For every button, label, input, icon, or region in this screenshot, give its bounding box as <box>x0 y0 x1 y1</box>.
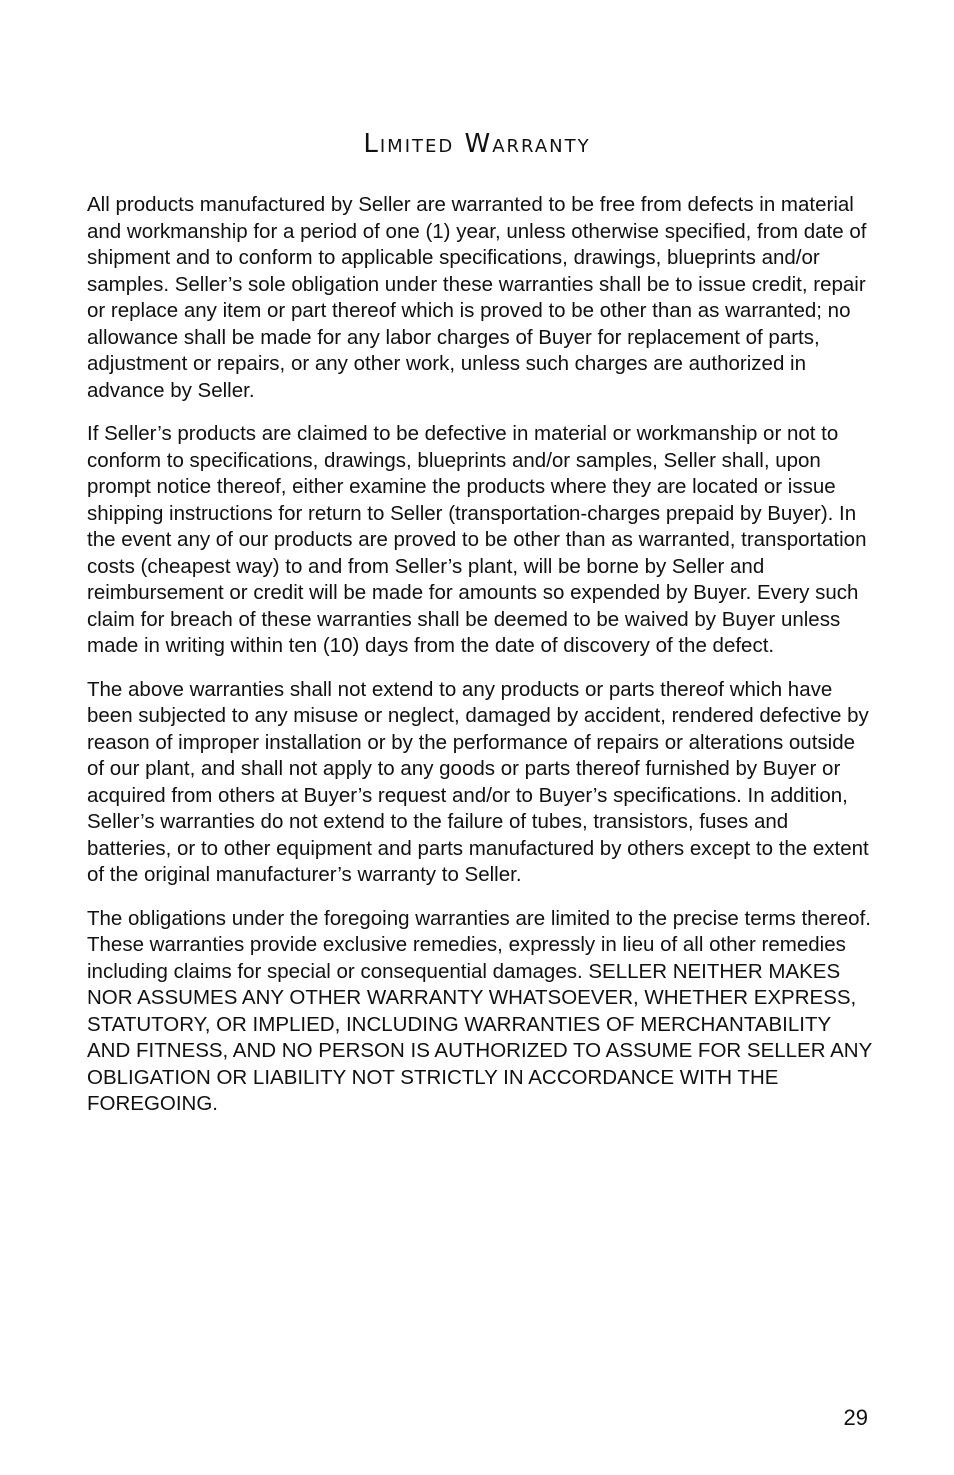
paragraph-3: The above warranties shall not extend to any products or parts thereof which have been subjected to any misuse or neglect, damaged by accident, rendered defective by reason of improper installation or by the performance of repairs or alterations outside of our plant, and shall not apply to any goods or parts thereof furnished by Buyer or acquired from others at Buyer’s request and/or to Buyer’s specifications. In addition, Seller’s warranties do not extend to the failure of tubes, transistors, fuses and batteries, or to other equipment and parts manufactured by others except to the extent of the original manufacturer’s warranty to Seller. <box>87 677 869 886</box>
paragraph-1: All products manufactured by Seller are warranted to be free from defects in material and workmanship for a period of one (1) year, unless otherwise specified, from date of shipment and to conform to applicable specifications, drawings, blueprints and/or samples. Seller’s sole obligation under these warranties shall be to issue credit, repair or replace any item or part thereof which is proved to be other than as warranted; no allowance shall be made for any labor charges of Buyer for replacement of parts, adjustment or repairs, or any other work, unless such charges are authorized in advance by Seller. <box>87 193 867 402</box>
paragraph-2: If Seller’s products are claimed to be defective in material or workmanship or not to conform to specifications, drawings, blueprints and/or samples, Seller shall, upon prompt notice thereof, either examine the products where they are located or issue shipping instructions for return to Seller (transportation-charges prepaid by Buyer). In the event any of our products are proved to be other than as warranted, transportation costs (cheapest way) to and from Seller’s plant, will be borne by Seller and reimbursement or credit will be made for amounts so expended by Buyer. Every such claim for breach of these warranties shall be deemed to be waived by Buyer unless made in writing within ten (10) days from the date of discovery of the defect. <box>87 422 867 657</box>
page-number: 29 <box>843 1405 868 1430</box>
warranty-body <box>87 192 877 1135</box>
paragraph-4: The obligations under the foregoing warranties are limited to the precise terms thereof. These warranties provide exclusive remedies, expressly in lieu of all other remedies including claims for special or consequential damages. SELLER NEITHER MAKES NOR ASSUMES ANY OTHER WARRANTY WHATSOEVER, WHETHER EXPRESS, STATUTORY, OR IMPLIED, INCLUDING WARRANTIES OF MERCHANTABILITY AND FITNESS, AND NO PERSON IS AUTHORIZED TO ASSUME FOR SELLER ANY OBLIGATION OR LIABILITY NOT STRICTLY IN ACCORDANCE WITH THE FOREGOING. <box>87 906 872 1115</box>
page-title: Limited Warranty <box>363 129 591 159</box>
